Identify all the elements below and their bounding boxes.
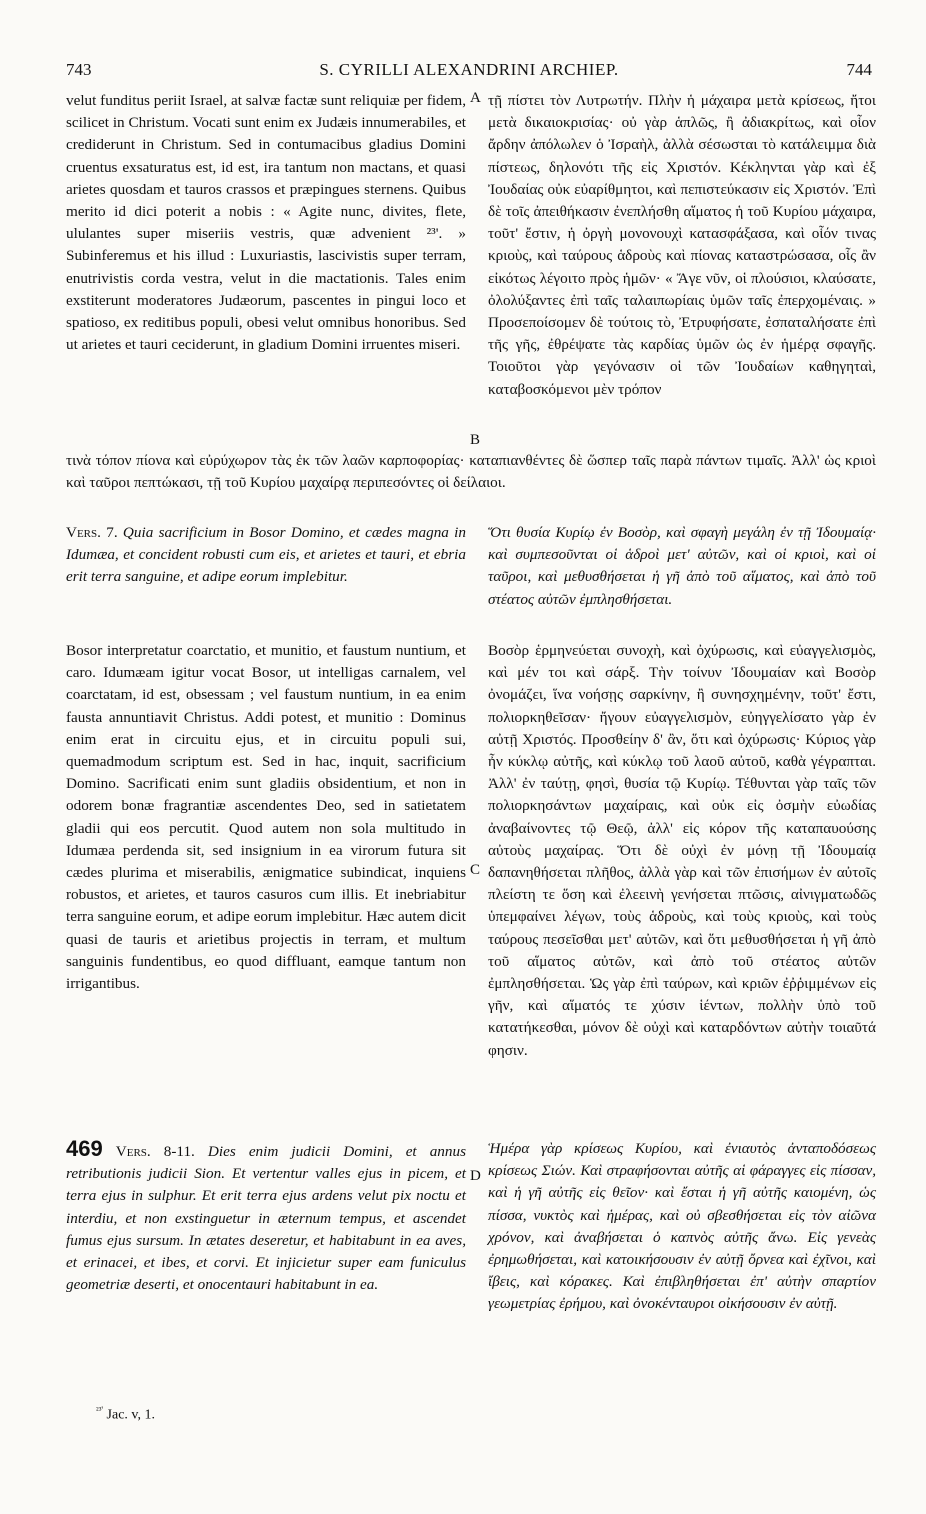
latin-column-block-3 [66, 640, 466, 995]
page-number-right: 744 [846, 60, 872, 79]
latin-column-block-1 [66, 90, 466, 356]
section-number: 469 [66, 1136, 103, 1161]
footnote-text: Jac. v, 1. [106, 1407, 155, 1423]
margin-mark-a: A [470, 90, 481, 106]
greek-column-block-3 [488, 640, 876, 1062]
verse-text-greek: Ἡμέρα γὰρ κρίσεως Κυρίου, καὶ ἐνιαυτὸς ἀνταποδόσεως κρίσεως Σιών. Καὶ στραφήσονται αὐτῆς αἱ φάραγγες εἰς πίσσαν, καὶ ἡ γῆ αὐτῆς εἰς θεῖον· καὶ ἔσται ἡ γῆ αὐτῆς καιομένη, ὡς πίσσα, νυκτὸς καὶ ἡμέρας, καὶ οὐ σβεσθήσεται εἰς τὸν αἰῶνα χρόνον, καὶ ἀναβήσεται ὁ καπνὸς αὐτῆς ἄνω. Εἰς γενεὰς ἐρημωθήσεται, καὶ κατοικήσουσιν ἐν αὐτῇ ὄρνεα καὶ ἐχῖνοι, καὶ ἴβεις, καὶ κόρακες. Καὶ ἐπιβληθήσεται ἐπ' αὐτὴν σπαρτίον γεωμετρίας ἐρήμου, καὶ ὀνοκένταυροι οἰκήσουσιν ἐν αὐτῇ. [488, 1140, 876, 1313]
margin-mark-c: C [470, 862, 481, 878]
verse-text-greek: Ὅτι θυσία Κυρίῳ ἐν Βοσὸρ, καὶ σφαγὴ μεγάλη ἐν τῇ Ἰδουμαίᾳ· καὶ συμπεσοῦνται οἱ ἁδροὶ μετ' αὐτῶν, καὶ οἱ κριοὶ, καὶ οἱ ταῦροι, καὶ μεθυσθήσεται ἡ γῆ ἀπὸ τοῦ αἵματος, καὶ ἀπὸ τοῦ στέατος αὐτῶν ἐμπλησθήσεται. [488, 524, 876, 608]
margin-mark-d: D [470, 1168, 481, 1184]
greek-verse-7 [488, 522, 876, 611]
latin-paragraph: Bosor interpretatur coarctatio, et munitio, et faustum nuntium, et caro. Idumæam igitur vocat Bosor, ut intelligas carnalem, vel coarctatam, id est, obsessam ; vel faustum nuntium, in ea enim fausta annuntiavit Christus. Addi potest, et munitio : Dominus enim erat in circuitu ejus, et in circuitu populi sui, quemadmodum scriptum est. Sed in hac, inquit, sacrificium Domino. Sacrificati enim sunt gladiis obsidentium, et non in odorem bonæ fragrantiæ ascendentes Deo, sed in satietatem gladii qui eos percutit. Quod autem non sola multitudo in Idumæa perdenda sit, sed insignium in ea virorum futura sit cædes plurima et miserabilis, ænigmatice subindicat, inquiens robustos, et arietes, et tauros casuros cum illis. Et inebriabitur terra sanguine eorum, et adipe eorum implebitur. Hæc autem dicit quasi de tauris et arietibus projectis in terram, et multum sanguinis fundentibus, eo quod diffluant, eamque tantum non irrigantibus. [66, 642, 466, 993]
running-title: S. CYRILLI ALEXANDRINI ARCHIEP. [319, 60, 619, 79]
margin-mark-b: B [470, 432, 481, 448]
greek-verse-8-11 [488, 1138, 876, 1316]
running-header [66, 60, 872, 84]
greek-continuation-text: τινὰ τόπον πίονα καὶ εὐρύχωρον τὰς ἐκ τῶν λαῶν καρποφορίας· καταπιανθέντες δὲ ὥσπερ ταῖς παρὰ πάντων τιμαῖς. Ἀλλ' ὡς κριοὶ καὶ ταῦροι πεπτώκασι, τῇ τοῦ Κυρίου μαχαίρᾳ περιπεσόντες οἱ δείλαιοι. [66, 452, 876, 492]
verse-label: Vers. 7. [66, 524, 118, 541]
verse-text: Quia sacrificium in Bosor Domino, et cædes magna in Idumæa, et concident robusti cum eis, et arietes et tauri, et ebria erit terra sanguine, et adipe eorum implebitur. [66, 524, 466, 586]
page-number-left: 743 [66, 60, 92, 79]
greek-paragraph: Βοσὸρ ἑρμηνεύεται συνοχὴ, καὶ ὀχύρωσις, καὶ εὐαγγελισμὸς, καὶ μέν τοι καὶ σάρξ. Τὴν τοίνυν Ἰδουμαίαν καὶ Βοσὸρ ὀνομάζει, ἵνα νοήσῃς σαρκίνην, ἢ συνησχημένην, τοῦτ' ἔστι, πολιορκηθεῖσαν· ἤγουν εὐαγγελισμὸν, εὐηγγελίσατο γὰρ ἐν αὐτῇ Χριστός. Προσθείην δ' ἂν, ὅτι καὶ ὀχύρωσις· Κύριος γὰρ ἦν κύκλῳ αὐτῆς, καὶ κύκλῳ τοῦ λαοῦ αὐτοῦ, καθὰ γέγραπται. Ἀλλ' ἐν ταύτῃ, φησὶ, θυσία τῷ Κυρίῳ. Τέθυνται γὰρ ταῖς τῶν πολιορκησάντων μαχαίραις, καὶ οὐκ εἰς ὀσμὴν εὐωδίας ἀναβαίνοντες τῷ Θεῷ, ἀλλ' εἰς κόρον τῆς καταπαυούσης αὐτοὺς μαχαίρας. Ὅτι δὲ οὐχὶ ἐν μόνῃ τῇ Ἰδουμαίᾳ δαπανηθήσεται πλῆθος, ἀλλὰ γὰρ καὶ τῶν ἐπισήμων ἐν αὐτοῖς πλείστη τε ὅση καὶ ἐλεεινὴ γενήσεται πτῶσις, αἰνιγματωδῶς ὑπεμφαίνει λέγων, τοὺς ἁδροὺς, καὶ τοὺς κριοὺς, καὶ τοὺς ταύρους πεσεῖσθαι μετ' αὐτῶν, καὶ ὅτι μεθυσθήσεται ἡ γῆ ἀπὸ τοῦ αἵματος αὐτῶν, καὶ ἀπὸ τοῦ στέατος αὐτῶν ἐμπλησθήσεται. Ὡς γὰρ ἐπὶ ταύρων, καὶ κριῶν ἐῤῥιμμένων εἰς γῆν, καὶ αἵματός τε χύσιν ἱέντων, πολλὴν ὑπὸ τοῦ κατατήκεσθαι, μόνον δὲ οὐχὶ καὶ καταρδόντων αὐτὴν τοιαῦτά φησιν. [488, 642, 876, 1059]
greek-continuation [66, 450, 876, 494]
footnote [96, 1405, 155, 1424]
latin-verse-7 [66, 522, 466, 589]
latin-verse-8-11 [66, 1138, 466, 1296]
greek-paragraph: τῇ πίστει τὸν Λυτρωτήν. Πλὴν ἡ μάχαιρα μετὰ κρίσεως, ἤτοι μετὰ δικαιοκρισίας· οὐ γὰρ ἁπλῶς, ἢ ἀδιακρίτως, καὶ οἷον ἄρδην ἀπόλωλεν ὁ Ἰσραὴλ, ἀλλὰ σέσωσται τὸ κατάλειμμα διὰ πίστεως, δηλονότι τῆς εἰς Χριστόν. Κέκληνται γὰρ καὶ ἐξ Ἰουδαίας οὐκ εὐαρίθμητοι, καὶ πεπιστεύκασιν εἰς Χριστόν. Ἐπὶ δὲ τοῖς ἀπειθήκασιν ἐνεπλήσθη αἵματος ἡ τοῦ Κυρίου μάχαιρα, τοῦτ' ἔστιν, ἡ ὀργὴ μονονουχὶ κατασφάξασα, καὶ οἷόν τινας κριοὺς, καὶ ταύρους ἁδροὺς καὶ πίονας καταστρώσασα, οἷς ἂν εἰκότως λέγοιτο πρὸς ἡμῶν· « Ἄγε νῦν, οἱ πλούσιοι, κλαύσατε, ὀλολύξαντες ἐπὶ ταῖς ταλαιπωρίαις ὑμῶν ταῖς ἐπερχομέναις. » Προσεποίσομεν δὲ τούτοις τὸ, Ἐτρυφήσατε, ἐσπαταλήσατε ἐπὶ τῆς γῆς, ἐθρέψατε τὰς καρδίας ὑμῶν ὡς ἐν ἡμέρᾳ σφαγῆς. Τοιοῦτοι γὰρ γεγόνασιν οἱ τῶν Ἰουδαίων καθηγηταὶ, καταβοσκόμενοι μὲν τρόπον [488, 92, 876, 398]
verse-label: Vers. 8-11. [115, 1143, 195, 1160]
latin-paragraph: velut funditus periit Israel, at salvæ factæ sunt reliquiæ per fidem, scilicet in Christum. Vocati sunt enim ex Judæis innumerabiles, et crediderunt in Christum. Sed in contumacibus gladius Domini cruentus exsaturatus est, id est, ira tantum non mactans, et quasi arietes quosdam et tauros crassos et præpingues sternens. Quibus merito id dici poterit a nobis : « Agite nunc, divites, flete, ululantes super miseriis vestris, quæ advenient ²³'. » Subinferemus et his illud : Luxuriastis, lascivistis super terram, enutrivistis corda vestra, velut in die mactationis. Tales enim exstiterunt moderatores Judæorum, pascentes in pingui loco et spatioso, ex reditibus populi, obesi velut omnibus honoribus. Sed ut arietes et tauri ceciderunt, in gladium Domini irruentes miseri. [66, 92, 466, 354]
footnote-mark: ²³' [96, 1405, 104, 1415]
verse-text: Dies enim judicii Domini, et annus retributionis judicii Sion. Et vertentur valles ejus in picem, et terra ejus in sulphur. Et erit terra ejus ardens velut pix noctu et interdiu, et non exstinguetur in æternum tempus, et ascendet fumus ejus sursum. In ætates deseretur, et habitabunt in ea aves, et erinacei, et ibes, et corvi. Et injicietur super eam funiculus geometriæ deserti, et onocentauri habitabunt in ea. [66, 1143, 466, 1294]
greek-column-block-1 [488, 90, 876, 401]
